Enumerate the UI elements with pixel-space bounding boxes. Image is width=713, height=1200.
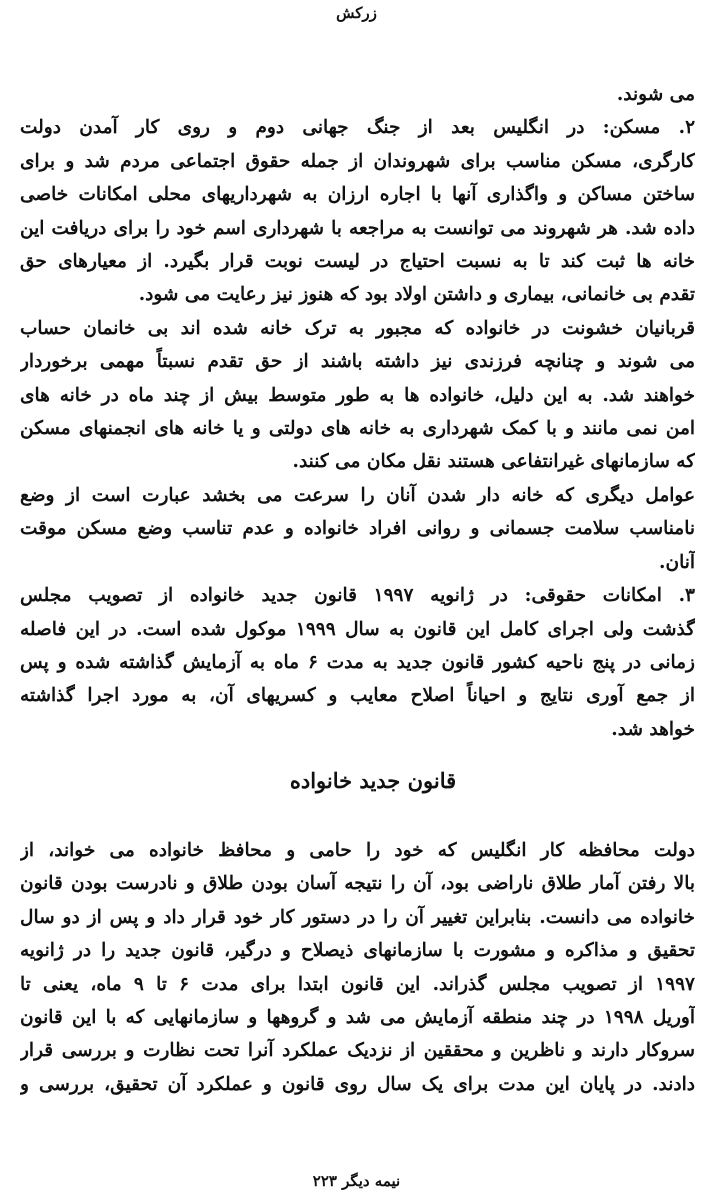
text-line: که سازمانهای غیرانتفاعی هستند نقل مکان می کنند. [292, 451, 695, 473]
text-line: خانه ها ثبت کند تا به نسبت احتیاج در لیست نوبت قرار بگیرد. از معیارهای حق [20, 251, 695, 273]
text-line: خواهند شد. به این دلیل، خانواده ها به طور متوسط بیش از چند ماه در خانه های [20, 384, 695, 406]
top-text-block [20, 78, 695, 746]
text-line: تقدم بی خانمانی، بیماری و داشتن اولاد بود که هنوز نیز رعایت می شود. [138, 284, 695, 306]
text-line: گذشت ولی اجرای کامل این قانون به سال ۱۹۹۹ موکول شده است. در این فاصله [20, 618, 695, 640]
text-line: ساختن مساکن و واگذاری آنها با اجاره ارزان به شهرداریهای محلی امکانات خاصی [20, 184, 695, 206]
paragraph-new-family-law [20, 834, 695, 1101]
running-header: زرکش [336, 4, 377, 22]
text-line: کارگری، مسکن مناسب برای شهروندان از جمله حقوق اجتماعی مردم شد و برای [20, 150, 695, 172]
text-line: آنان. [659, 551, 695, 573]
text-line: عوامل دیگری که خانه دار شدن آنان را سرعت می بخشد عبارت است از وضع [20, 484, 695, 506]
text-line: نامناسب سلامت جسمانی و روانی افراد خانواده و عدم تناسب وضع مسکن موقت [20, 518, 695, 540]
text-line: سروکار دارند و ناظرین و محققین از نزدیک عملکرد آنرا تحت نظارت و بررسی قرار [20, 1040, 695, 1062]
paragraph-continuation [20, 78, 695, 111]
text-line: تحقیق و مذاکره و مشورت با سازمانهای ذیصلاح و درگیر، قانون جدید را در ژانویه [20, 940, 695, 962]
text-line: می شوند و چنانچه فرزندی نیز داشته باشند از حق تقدم نسبتاً مهمی برخوردار [20, 351, 695, 373]
text-line: خواهد شد. [611, 718, 695, 740]
bottom-text-block [20, 834, 695, 1101]
text-line: قربانیان خشونت در خانواده که مجبور به ترک خانه شده اند بی خانمان حساب [20, 317, 695, 339]
text-line: زمانی در پنج ناحیه کشور قانون جدید به مدت ۶ ماه به آزمایش گذاشته شده و پس [20, 651, 695, 673]
paragraph-housing [20, 111, 695, 311]
page-footer-folio: نیمه دیگر ۲۲۳ [312, 1172, 401, 1190]
paragraph-other-factors [20, 479, 695, 579]
text-line: دولت محافظه کار انگلیس که خود را حامی و محافظ خانواده می خواند، از [20, 840, 695, 861]
text-line: خانواده می دانست. بنابراین تغییر آن را در دستور کار خود قرار داد و پس از دو سال [20, 906, 695, 928]
text-line: ۱۹۹۷ از تصویب مجلس گذراند. این قانون ابتدا برای مدت ۶ تا ۹ ماه، یعنی تا [20, 973, 695, 995]
paragraph-legal-options [20, 579, 695, 746]
text-line: آوریل ۱۹۹۸ در چند منطقه آزمایش می شد و گروهها و سازمانهایی که با این قانون [20, 1007, 695, 1029]
text-line: می شوند. [616, 84, 695, 105]
text-line: بالا رفتن آمار طلاق ناراضی بود، آن را نتیجه آسان بودن طلاق و نادرست بودن قانون [20, 873, 695, 895]
text-line: امن نمی مانند و با کمک شهرداری به خانه های دولتی و یا خانه های انجمنهای مسکن [20, 418, 695, 440]
text-line: ۲. مسکن: در انگلیس بعد از جنگ جهانی دوم و روی کار آمدن دولت [20, 117, 695, 139]
section-heading: قانون جدید خانواده [289, 768, 457, 793]
text-line: داده شد. هر شهروند می توانست به مراجعه با شهرداری اسم خود را برای دریافت این [20, 217, 695, 239]
text-line: دادند. در پایان این مدت برای یک سال روی قانون و عملکرد آن تحقیق، بررسی و [20, 1073, 695, 1095]
paragraph-violence-victims [20, 312, 695, 479]
text-line: از جمع آوری نتایج و احیاناً اصلاح معایب و کسریهای آن، به مورد اجرا گذاشته [20, 685, 695, 707]
text-line: ۳. امکانات حقوقی: در ژانویه ۱۹۹۷ قانون جدید خانواده از تصویب مجلس [20, 585, 695, 607]
